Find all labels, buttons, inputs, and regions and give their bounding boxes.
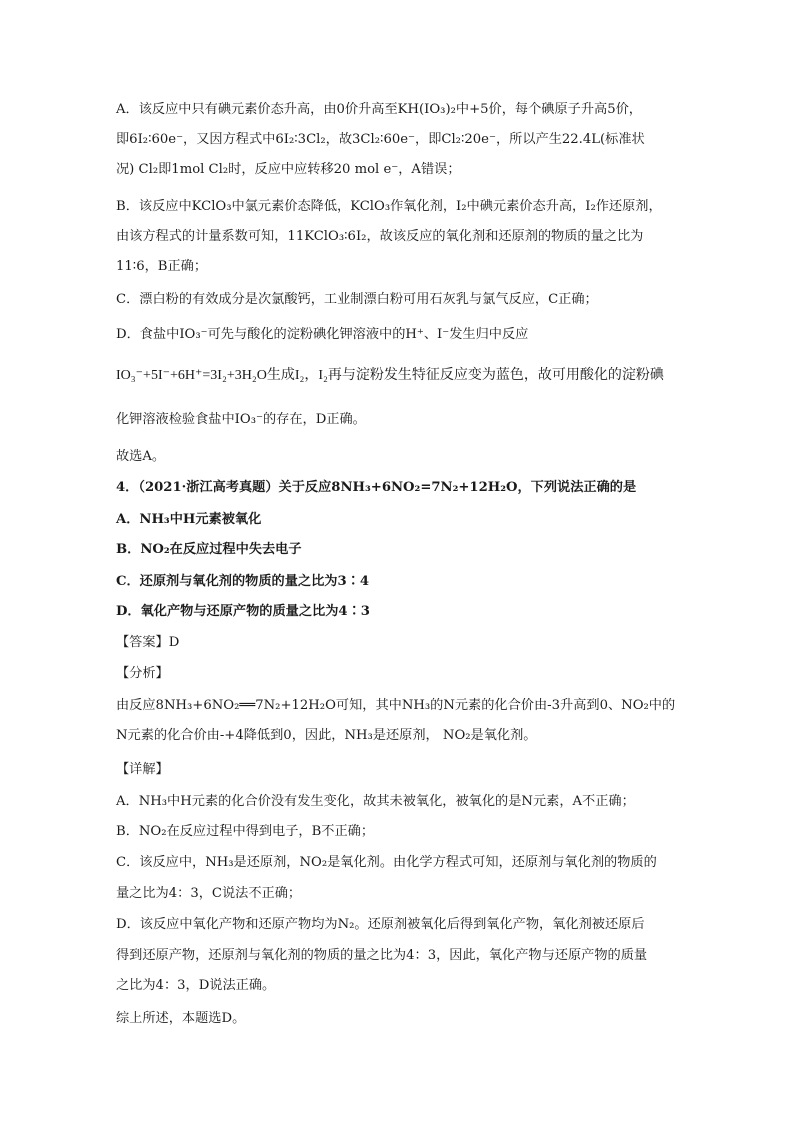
prev-solution-b-line-1: B．该反应中KClO₃中氯元素价态降低，KClO₃作氧化剂，I₂中碘元素价态升高，I₂作还原剂， (116, 199, 662, 214)
prev-conclusion: 故选A。 (116, 449, 166, 464)
analysis-line-1: 由反应8NH₃+6NO₂══7N₂+12H₂O可知，其中NH₃的N元素的化合价由-3升高到0、NO₂中的 (116, 698, 676, 713)
prev-solution-b-line-2: 由该方程式的计量系数可知，11KClO₃∶6I₂，故该反应的氧化剂和还原剂的物质的量之比为 (116, 229, 644, 244)
prev-solution-a-line-1: A．该反应中只有碘元素价态升高，由0价升高至KH(IO₃)₂中+5价，每个碘原子升高5价， (116, 102, 642, 117)
detail-line-c-2: 量之比为4：3，C说法不正确； (116, 886, 302, 901)
answer-row (116, 633, 179, 653)
analysis-line-2: N元素的化合价由-+4降低到0，因此，NH₃是还原剂， NO₂是氧化剂。 (116, 728, 537, 743)
question-option-c: C．还原剂与氧化剂的物质的量之比为3∶4 (116, 574, 370, 589)
detail-label: 【详解】 (116, 762, 169, 777)
question-stem: 4．（2021·浙江高考真题）关于反应8NH₃+6NO₂=7N₂+12H₂O，下列说法正确的是 (116, 480, 637, 495)
prev-solution-d-line-1: D．食盐中IO₃⁻可先与酸化的淀粉碘化钾溶液中的H⁺、I⁻发生归中反应 (116, 327, 529, 342)
prev-solution-a-line-3: 况) Cl₂即1mol Cl₂时，反应中应转移20 mol e⁻，A错误； (116, 162, 461, 177)
prev-solution-d-line-2: IO₃⁻+5I⁻+6H⁺=3I₂+3H₂O生成I₂，I₂再与淀粉发生特征反应变为蓝色，故可用酸化的淀粉碘 (116, 368, 664, 383)
answer-value: D (168, 635, 180, 650)
prev-solution-a-line-2: 即6I₂∶60e⁻，又因方程式中6I₂∶3Cl₂，故3Cl₂∶60e⁻，即Cl₂∶20e⁻，所以产生22.4L(标准状 (116, 132, 645, 147)
analysis-label: 【分析】 (116, 666, 169, 681)
prev-solution-c: C．漂白粉的有效成分是次氯酸钙，工业制漂白粉可用石灰乳与氯气反应，C正确； (116, 292, 598, 307)
detail-line-d-3: 之比为4：3，D说法正确。 (116, 978, 276, 993)
question-option-a: A．NH₃中H元素被氧化 (116, 512, 262, 527)
question-option-d: D．氧化产物与还原产物的质量之比为4∶3 (116, 604, 370, 619)
detail-line-a: A．NH₃中H元素的化合价没有发生变化，故其未被氧化，被氧化的是N元素，A不正确； (116, 794, 635, 809)
question-option-b: B．NO₂在反应过程中失去电子 (116, 542, 302, 557)
answer-label: 【答案】 (116, 635, 169, 650)
prev-solution-d-line-3: 化钾溶液检验食盐中IO₃⁻的存在，D正确。 (116, 412, 366, 427)
detail-line-b: B．NO₂在反应过程中得到电子，B不正确； (116, 824, 375, 839)
prev-solution-b-line-3: 11∶6，B正确； (116, 259, 208, 274)
detail-line-d-1: D．该反应中氧化产物和还原产物均为N₂。还原剂被氧化后得到氧化产物，氧化剂被还原后 (116, 917, 645, 932)
detail-line-c-1: C．该反应中，NH₃是还原剂，NO₂是氧化剂。由化学方程式可知，还原剂与氧化剂的物质的 (116, 855, 657, 870)
detail-summary: 综上所述，本题选D。 (116, 1011, 246, 1026)
detail-line-d-2: 得到还原产物，还原剂与氧化剂的物质的量之比为4：3，因此，氧化产物与还原产物的质量 (116, 948, 648, 963)
